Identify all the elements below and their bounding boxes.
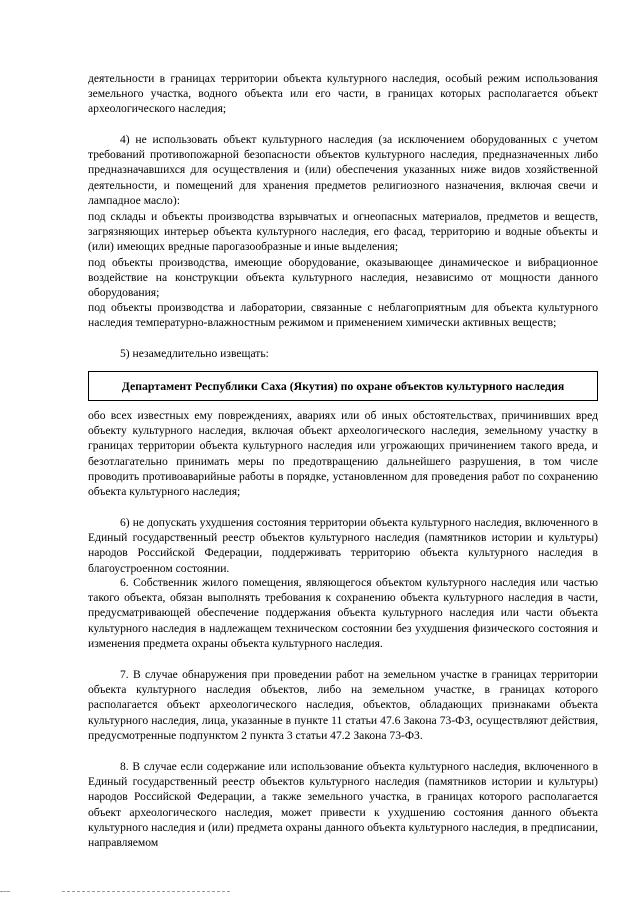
paragraph-item-6: 6) не допускать ухудшения состояния территории объекта культурного наследия, включенного в Единый государственный реестр объектов культурного наследия (памятников истории и культуры) народов Российской Федерации, поддерживать территорию объекта культурного наследия в благоустроенном состоянии. <box>88 516 598 575</box>
paragraph-warehouses: под склады и объекты производства взрывчатых и огнеопасных материалов, предметов и веществ, загрязняющих интерьер объекта культурного наследия, его фасад, территорию и водные объекты и (или) имеющих вредные парогазообразные и иные выделения; <box>88 210 598 254</box>
department-stamp-text: Департамент Республики Саха (Якутия) по охране объектов культурного наследия <box>121 378 565 393</box>
paragraph-production-objects: под объекты производства, имеющие оборудование, оказывающее динамическое и вибрационное воздействие на конструкции объекта культурного наследия, независимо от мощности данного оборудования; <box>88 256 598 300</box>
paragraph-continuation: деятельности в границах территории объекта культурного наследия, особый режим использования земельного участка, водного объекта или его части, в границах которых располагается объект археологического наследия; <box>88 72 598 116</box>
bottom-scan-line <box>62 891 230 892</box>
department-stamp <box>88 371 598 401</box>
paragraph-section-8: 8. В случае если содержание или использование объекта культурного наследия, включенного в Единый государственный реестр объектов культурного наследия (памятников истории и культуры) народов Российской Федерации, а также земельного участка, в границах которого располагается объект археологического наследия, может привести к ухудшению состояния данного объекта культурного наследия и (или) предмета охраны данного объекта культурного наследия, в предписании, направляемом <box>88 760 598 850</box>
paragraph-laboratories: под объекты производства и лаборатории, связанные с неблагоприятным для объекта культурного наследия температурно-влажностным режимом и применением химически активных веществ; <box>88 301 598 330</box>
paragraph-section-7: 7. В случае обнаружения при проведении работ на земельном участке в границах территории объекта культурного наследия объектов, либо на земельном участке, в границах которого располагается объект археологического наследия, объектов, обладающих признаками объекта культурного наследия, лица, указанные в пункте 11 статьи 47.6 Закона 73-ФЗ, осуществляют действия, предусмотренные подпунктом 2 пункта 3 статьи 47.2 Закона 73-ФЗ. <box>88 668 598 742</box>
paragraph-section-6: 6. Собственник жилого помещения, являющегося объектом культурного наследия или частью такого объекта, обязан выполнять требования к сохранению объекта культурного наследия в части, предусматривающей обеспечение поддержания объекта культурного наследия или части объекта культурного наследия в надлежащем техническом состоянии без ухудшения физического состояния и изменения предмета охраны объекта культурного наследия. <box>88 576 598 650</box>
paragraph-damage-notice: обо всех известных ему повреждениях, авариях или об иных обстоятельствах, причинивших вред объекту культурного наследия, включая объект археологического наследия, земельному участку в границах территории объекта культурного наследия или угрожающих причинением такого вреда, и безотлагательно принимать меры по предотвращению дальнейшего разрушения, в том числе проводить противоаварийные работы в порядке, установленном для проведения работ по сохранению объекта культурного наследия; <box>88 409 598 499</box>
bottom-scan-line-left <box>0 891 10 892</box>
paragraph-item-4: 4) не использовать объект культурного наследия (за исключением оборудованных с учетом требований противопожарной безопасности объектов культурного наследия, предназначенных либо предназначавшихся для осуществления и (или) обеспечения указанных ниже видов хозяйственной деятельности, и помещений для хранения предметов религиозного назначения, включая свечи и лампадное масло): <box>88 133 598 207</box>
paragraph-item-5: 5) незамедлительно извещать: <box>120 347 269 360</box>
